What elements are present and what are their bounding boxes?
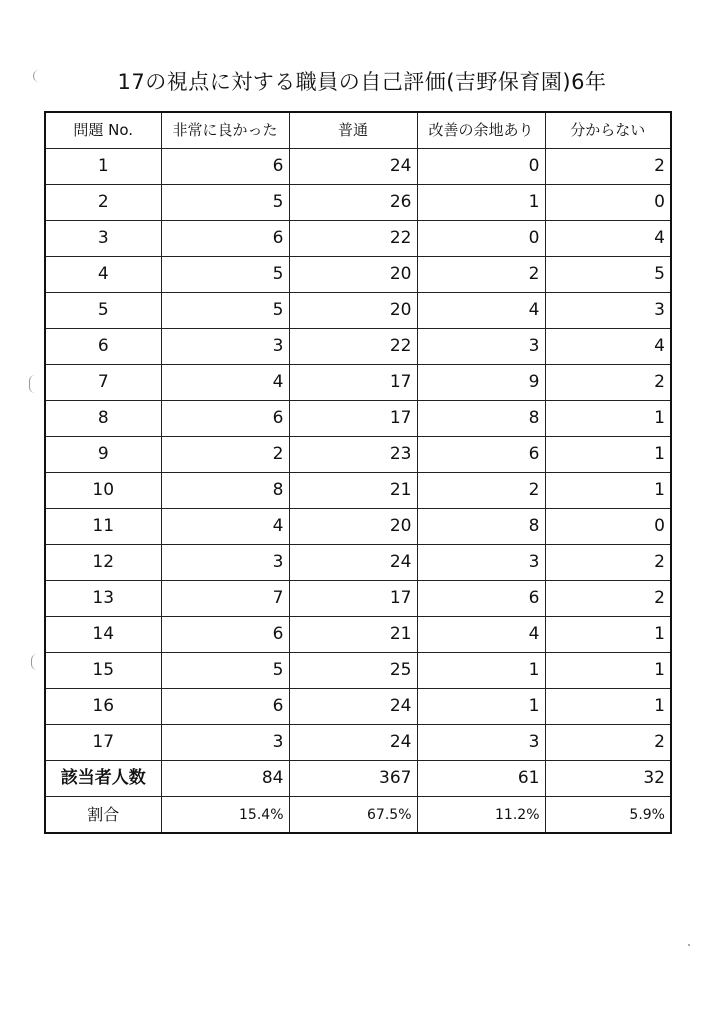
cell-unknown: 2 — [545, 581, 671, 617]
cell-unknown: 4 — [545, 329, 671, 365]
table-row — [45, 509, 671, 545]
ratio-unknown: 5.9% — [545, 797, 671, 834]
table-row — [45, 293, 671, 329]
cell-needs-improvement: 0 — [417, 149, 545, 185]
cell-question-no: 7 — [45, 365, 161, 401]
cell-normal: 17 — [289, 581, 417, 617]
cell-needs-improvement: 2 — [417, 257, 545, 293]
cell-question-no: 13 — [45, 581, 161, 617]
cell-very-good: 5 — [161, 653, 289, 689]
cell-needs-improvement: 4 — [417, 293, 545, 329]
cell-question-no: 3 — [45, 221, 161, 257]
cell-needs-improvement: 3 — [417, 329, 545, 365]
total-normal: 367 — [289, 761, 417, 797]
cell-question-no: 1 — [45, 149, 161, 185]
ratio-label: 割合 — [45, 797, 161, 834]
cell-question-no: 17 — [45, 725, 161, 761]
cell-normal: 24 — [289, 149, 417, 185]
table-row — [45, 401, 671, 437]
ratio-needs-improvement: 11.2% — [417, 797, 545, 834]
cell-very-good: 5 — [161, 185, 289, 221]
cell-very-good: 6 — [161, 149, 289, 185]
cell-unknown: 0 — [545, 509, 671, 545]
punch-hole-mark — [29, 375, 36, 393]
ratio-row — [45, 797, 671, 834]
punch-hole-mark — [31, 654, 38, 670]
cell-question-no: 6 — [45, 329, 161, 365]
table-row — [45, 653, 671, 689]
cell-question-no: 14 — [45, 617, 161, 653]
cell-needs-improvement: 8 — [417, 509, 545, 545]
table-header — [45, 112, 671, 149]
cell-normal: 24 — [289, 725, 417, 761]
cell-very-good: 6 — [161, 617, 289, 653]
cell-question-no: 12 — [45, 545, 161, 581]
table-row — [45, 725, 671, 761]
cell-very-good: 7 — [161, 581, 289, 617]
total-unknown: 32 — [545, 761, 671, 797]
header-very-good: 非常に良かった — [161, 112, 289, 149]
table-row — [45, 473, 671, 509]
table-row — [45, 545, 671, 581]
cell-unknown: 0 — [545, 185, 671, 221]
cell-needs-improvement: 1 — [417, 689, 545, 725]
cell-question-no: 5 — [45, 293, 161, 329]
cell-normal: 20 — [289, 509, 417, 545]
cell-normal: 26 — [289, 185, 417, 221]
cell-needs-improvement: 0 — [417, 221, 545, 257]
cell-very-good: 3 — [161, 545, 289, 581]
cell-unknown: 4 — [545, 221, 671, 257]
ratio-very-good: 15.4% — [161, 797, 289, 834]
table-row — [45, 257, 671, 293]
cell-normal: 22 — [289, 329, 417, 365]
cell-very-good: 3 — [161, 329, 289, 365]
cell-unknown: 2 — [545, 545, 671, 581]
cell-very-good: 2 — [161, 437, 289, 473]
punch-hole-mark — [33, 70, 40, 82]
cell-unknown: 1 — [545, 473, 671, 509]
total-label: 該当者人数 — [45, 761, 161, 797]
cell-question-no: 8 — [45, 401, 161, 437]
cell-needs-improvement: 1 — [417, 653, 545, 689]
cell-unknown: 5 — [545, 257, 671, 293]
cell-normal: 20 — [289, 257, 417, 293]
table-row — [45, 437, 671, 473]
total-needs-improvement: 61 — [417, 761, 545, 797]
cell-normal: 23 — [289, 437, 417, 473]
cell-question-no: 11 — [45, 509, 161, 545]
cell-very-good: 8 — [161, 473, 289, 509]
cell-normal: 17 — [289, 401, 417, 437]
ratio-normal: 67.5% — [289, 797, 417, 834]
cell-normal: 21 — [289, 473, 417, 509]
cell-question-no: 2 — [45, 185, 161, 221]
header-row — [45, 112, 671, 149]
document-title: 17の視点に対する職員の自己評価(吉野保育園)6年 — [117, 70, 607, 94]
cell-normal: 20 — [289, 293, 417, 329]
cell-needs-improvement: 2 — [417, 473, 545, 509]
total-very-good: 84 — [161, 761, 289, 797]
cell-question-no: 15 — [45, 653, 161, 689]
cell-very-good: 5 — [161, 257, 289, 293]
cell-unknown: 1 — [545, 653, 671, 689]
cell-unknown: 2 — [545, 149, 671, 185]
cell-very-good: 4 — [161, 365, 289, 401]
table-row — [45, 365, 671, 401]
cell-needs-improvement: 3 — [417, 545, 545, 581]
cell-needs-improvement: 4 — [417, 617, 545, 653]
table-row — [45, 149, 671, 185]
table-body — [45, 149, 671, 834]
cell-needs-improvement: 3 — [417, 725, 545, 761]
evaluation-table — [44, 111, 672, 834]
cell-very-good: 6 — [161, 689, 289, 725]
cell-unknown: 2 — [545, 725, 671, 761]
cell-normal: 24 — [289, 689, 417, 725]
cell-normal: 21 — [289, 617, 417, 653]
cell-unknown: 1 — [545, 617, 671, 653]
cell-normal: 24 — [289, 545, 417, 581]
header-normal: 普通 — [289, 112, 417, 149]
cell-normal: 22 — [289, 221, 417, 257]
cell-unknown: 2 — [545, 365, 671, 401]
cell-unknown: 3 — [545, 293, 671, 329]
cell-very-good: 3 — [161, 725, 289, 761]
table-row — [45, 221, 671, 257]
total-row — [45, 761, 671, 797]
cell-needs-improvement: 6 — [417, 437, 545, 473]
table-row — [45, 185, 671, 221]
table-row — [45, 617, 671, 653]
cell-needs-improvement: 6 — [417, 581, 545, 617]
cell-normal: 17 — [289, 365, 417, 401]
cell-question-no: 4 — [45, 257, 161, 293]
cell-question-no: 10 — [45, 473, 161, 509]
cell-question-no: 9 — [45, 437, 161, 473]
scan-dot — [688, 944, 690, 946]
cell-very-good: 4 — [161, 509, 289, 545]
cell-needs-improvement: 9 — [417, 365, 545, 401]
cell-unknown: 1 — [545, 437, 671, 473]
cell-normal: 25 — [289, 653, 417, 689]
cell-very-good: 6 — [161, 401, 289, 437]
cell-needs-improvement: 8 — [417, 401, 545, 437]
header-question-no: 問題 No. — [45, 112, 161, 149]
cell-question-no: 16 — [45, 689, 161, 725]
table-row — [45, 689, 671, 725]
cell-needs-improvement: 1 — [417, 185, 545, 221]
table-row — [45, 581, 671, 617]
cell-very-good: 6 — [161, 221, 289, 257]
table-row — [45, 329, 671, 365]
cell-very-good: 5 — [161, 293, 289, 329]
header-needs-improvement: 改善の余地あり — [417, 112, 545, 149]
cell-unknown: 1 — [545, 689, 671, 725]
cell-unknown: 1 — [545, 401, 671, 437]
header-unknown: 分からない — [545, 112, 671, 149]
